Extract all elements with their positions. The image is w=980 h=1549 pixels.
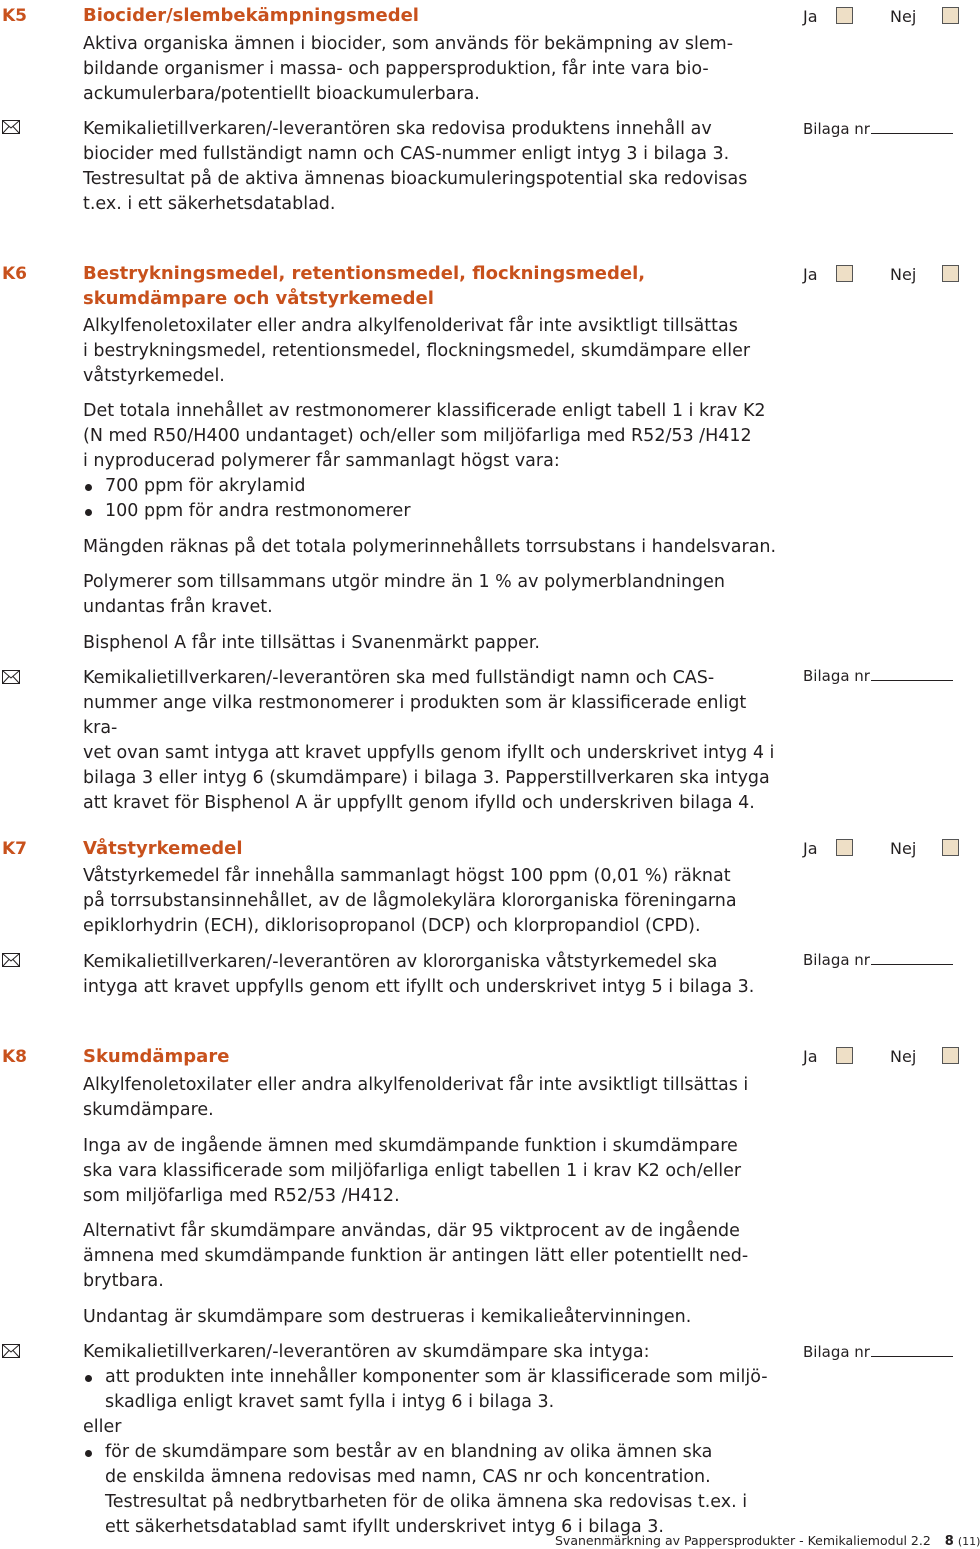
- k6-paragraph-4: Polymerer som tillsammans utgör mindre än 1 % av polymerblandningen undantas från kravet.: [83, 572, 725, 617]
- k8-no-checkbox[interactable]: [942, 1047, 959, 1064]
- k6-no-label: Nej: [890, 265, 917, 284]
- k7-paragraph-1: Våtstyrkemedel får innehålla sammanlagt högst 100 ppm (0,01 %) räknat på torrsubstansinnehållet, av de lågmolekylära klororganiska föreningarna epiklorhydrin (ECH), diklorisopropanol (DCP) och klorpropandiol (CPD).: [83, 866, 737, 936]
- k6-yes-label: Ja: [803, 265, 818, 284]
- list-item: att produkten inte innehåller komponenter som är klassificerade som miljö- skadliga enligt kravet samt fylla i intyg 6 i bilaga 3.: [83, 1365, 783, 1415]
- k6-paragraph-1: Alkylfenoletoxilater eller andra alkylfenolderivat får inte avsiktligt tillsättas i bestrykningsmedel, retentionsmedel, flockningsmedel, skumdämpare eller våtstyrkemedel.: [83, 316, 751, 386]
- list-item: 700 ppm för akrylamid: [83, 474, 783, 499]
- k5-yes-checkbox[interactable]: [836, 7, 853, 24]
- k6-attachment-field[interactable]: [871, 668, 953, 681]
- k6-documentation: Kemikalietillverkaren/-leverantören ska med fullständigt namn och CAS- nummer ange vilka restmonomerer i produkten som är klassificerade enligt kra- vet ovan samt intyga att kravet uppfylls genom ifyllt och underskrivet intyg 4 i bilaga 3 eller intyg 6 (skumdämpare) i bilaga 3. Papperstillverkaren ska intyga att kravet för Bisphenol A är uppfyllt genom ifylld och underskriven bilaga 4.: [83, 668, 775, 813]
- k5-yes-label: Ja: [803, 7, 818, 26]
- k6-paragraph-3: Mängden räknas på det totala polymerinnehållets torrsubstans i handelsvaran.: [83, 537, 777, 557]
- k6-yes-checkbox[interactable]: [836, 265, 853, 282]
- k8-paragraph-1: Alkylfenoletoxilater eller andra alkylfenolderivat får inte avsiktligt tillsättas i skumdämpare.: [83, 1075, 749, 1120]
- k6-code: K6: [2, 264, 28, 284]
- envelope-icon: [2, 670, 20, 684]
- k8-no-label: Nej: [890, 1047, 917, 1066]
- envelope-icon: [2, 120, 20, 134]
- k7-no-label: Nej: [890, 839, 917, 858]
- k6-no-checkbox[interactable]: [942, 265, 959, 282]
- k6-paragraph-2: Det totala innehållet av restmonomerer klassificerade enligt tabell 1 i krav K2 (N med R50/H400 undantaget) och/eller som miljöfarliga med R52/53 /H412 i nyproducerad polymerer får sammanlagt högst vara: 700 ppm för akrylamid 100 ppm för andra restmonomerer: [83, 399, 783, 524]
- k5-no-label: Nej: [890, 7, 917, 26]
- page-footer: [555, 1533, 980, 1549]
- k8-attachment: Bilaga nr: [803, 1343, 953, 1361]
- k5-attachment-field[interactable]: [871, 121, 953, 134]
- k8-yes-checkbox[interactable]: [836, 1047, 853, 1064]
- k5-code: K5: [2, 6, 28, 26]
- k7-attachment: Bilaga nr: [803, 951, 953, 969]
- k6-attachment: Bilaga nr: [803, 667, 953, 685]
- page-number: 8: [944, 1534, 954, 1549]
- k7-yes-checkbox[interactable]: [836, 839, 853, 856]
- k8-paragraph-3: Alternativt får skumdämpare användas, där 95 viktprocent av de ingående ämnena med skumdämpande funktion är antingen lätt eller potentiellt ned- brytbara.: [83, 1221, 749, 1291]
- k7-yes-label: Ja: [803, 839, 818, 858]
- envelope-icon: [2, 953, 20, 967]
- k5-documentation: Kemikalietillverkaren/-leverantören ska redovisa produktens innehåll av biocider med fullständigt namn och CAS-nummer enligt intyg 3 i bilaga 3. Testresultat på de aktiva ämnenas bioackumuleringspotential ska redovisas t.ex. i ett säkerhetsdatablad.: [83, 119, 748, 214]
- page-total: (11): [957, 1535, 980, 1548]
- k6-paragraph-5: Bisphenol A får inte tillsättas i Svanenmärkt papper.: [83, 633, 540, 653]
- envelope-icon: [2, 1344, 20, 1358]
- list-item: för de skumdämpare som består av en blandning av olika ämnen ska de enskilda ämnena redovisas med namn, CAS nr och koncentration. Testresultat på nedbrytbarheten för de olika ämnena ska redovisas t.ex. i ett säkerhetsdatablad samt ifyllt underskrivet intyg 6 i bilaga 3.: [83, 1440, 783, 1540]
- k7-title: Våtstyrkemedel: [83, 838, 243, 859]
- k8-paragraph-4: Undantag är skumdämpare som destrueras i kemikalieåtervinningen.: [83, 1307, 692, 1327]
- k5-title: Biocider/slembekämpningsmedel: [83, 5, 419, 26]
- k5-no-checkbox[interactable]: [942, 7, 959, 24]
- k8-paragraph-2: Inga av de ingående ämnen med skumdämpande funktion i skumdämpare ska vara klassificerade som miljöfarliga enligt tabellen 1 i krav K2 och/eller som miljöfarliga med R52/53 /H412.: [83, 1136, 742, 1206]
- k7-code: K7: [2, 839, 28, 859]
- list-item: 100 ppm för andra restmonomerer: [83, 499, 783, 524]
- k5-intro: Aktiva organiska ämnen i biocider, som används för bekämpning av slem- bildande organismer i massa- och pappersproduktion, får inte vara bio- ackumulerbara/potentiellt bioackumulerbara.: [83, 34, 734, 104]
- k8-title: Skumdämpare: [83, 1046, 230, 1067]
- k6-title: Bestrykningsmedel, retentionsmedel, flockningsmedel, skumdämpare och våtstyrkemedel: [83, 263, 646, 309]
- k5-attachment: Bilaga nr: [803, 120, 953, 138]
- k7-documentation: Kemikalietillverkaren/-leverantören av klororganiska våtstyrkemedel ska intyga att kravet uppfylls genom ett ifyllt och underskrivet intyg 5 i bilaga 3.: [83, 952, 755, 997]
- footer-title: Svanenmärkning av Pappersprodukter - Kemikaliemodul 2.2: [555, 1533, 931, 1548]
- k8-code: K8: [2, 1047, 28, 1067]
- k6-limit-list: [83, 474, 783, 524]
- k8-attachment-field[interactable]: [871, 1344, 953, 1357]
- k7-no-checkbox[interactable]: [942, 839, 959, 856]
- k8-documentation: Kemikalietillverkaren/-leverantören av skumdämpare ska intyga: att produkten inte innehåller komponenter som är klassificerade som miljö- skadliga enligt kravet samt fylla i intyg 6 i bilaga 3. eller för de skumdämpare som består av en blandning av olika ämnen ska de enskilda ämnena redovisas med namn, CAS nr och koncentration. Testresultat på nedbrytbarheten för de olika ämnena ska redovisas t.ex. i ett säkerhetsdatablad samt ifyllt underskrivet intyg 6 i bilaga 3.: [83, 1340, 783, 1540]
- k8-yes-label: Ja: [803, 1047, 818, 1066]
- k7-attachment-field[interactable]: [871, 952, 953, 965]
